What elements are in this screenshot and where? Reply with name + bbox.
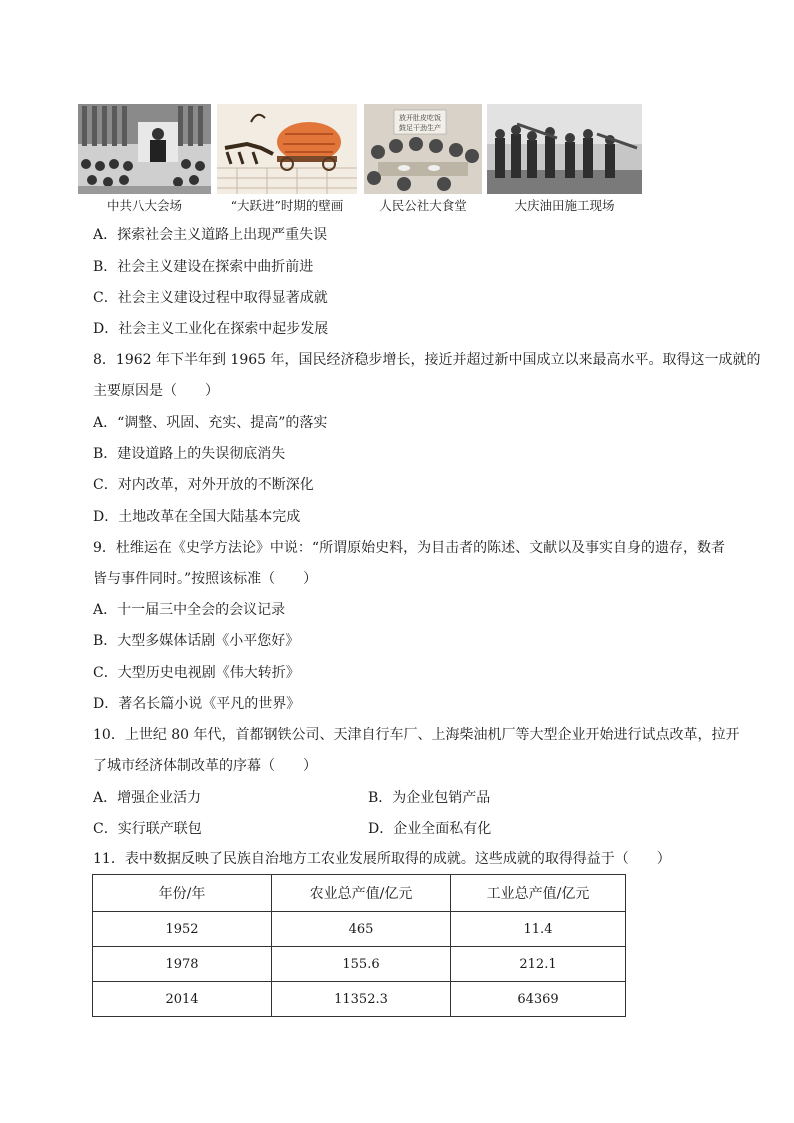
photo-strip — [78, 104, 642, 214]
q7-option-c: C．社会主义建设过程中取得显著成就 — [93, 290, 328, 306]
photo-oilfield — [487, 104, 642, 213]
table-row — [93, 982, 626, 1017]
q9-option-c: C．大型历史电视剧《伟大转折》 — [93, 665, 300, 681]
table-cell-agriculture: 465 — [272, 912, 451, 947]
q7-option-a: A．探索社会主义道路上出现严重失误 — [93, 227, 328, 243]
canteen-photo-icon — [364, 104, 482, 194]
photo-caption: 中共八大会场 — [106, 198, 182, 213]
q9-stem-line2: 皆与事件同时。”按照该标准（ ） — [93, 571, 318, 587]
q10-stem-line1: 10．上世纪 80 年代，首都钢铁公司、天津自行车厂、上海柴油机厂等大型企业开始进行试点改革，拉开 — [93, 727, 740, 743]
photo-mural — [217, 104, 357, 213]
photo-caption: “大跃进”时期的壁画 — [230, 198, 344, 213]
q10-stem-line2: 了城市经济体制改革的序幕（ ） — [93, 758, 317, 774]
canteen-sign-line1: 放开肚皮吃饭 — [399, 114, 441, 122]
photo-caption: 人民公社大食堂 — [379, 198, 467, 213]
table-cell-agriculture: 155.6 — [272, 947, 451, 982]
q10-option-d: D．企业全面私有化 — [368, 821, 492, 837]
table-cell-industry: 11.4 — [451, 912, 626, 947]
table-cell-year: 2014 — [93, 982, 272, 1017]
q8-stem-line2: 主要原因是（ ） — [93, 383, 219, 399]
table-row — [93, 912, 626, 947]
mural-photo-icon — [217, 104, 357, 194]
table-cell-industry: 64369 — [451, 982, 626, 1017]
table-cell-agriculture: 11352.3 — [272, 982, 451, 1017]
table-header-agriculture: 农业总产值/亿元 — [272, 875, 451, 912]
canteen-sign-line2: 鼓足干劲生产 — [399, 124, 441, 132]
q8-option-a: A．“调整、巩固、充实、提高”的落实 — [93, 415, 328, 431]
q11-stem: 11．表中数据反映了民族自治地方工农业发展所取得的成就。这些成就的取得得益于（ ） — [93, 851, 671, 867]
photo-caption: 大庆油田施工现场 — [514, 198, 615, 213]
q10-option-b: B．为企业包销产品 — [368, 790, 491, 806]
table-cell-year: 1952 — [93, 912, 272, 947]
q8-option-b: B．建设道路上的失误彻底消失 — [93, 446, 286, 462]
photo-canteen — [364, 104, 482, 213]
table-header-row — [93, 875, 626, 912]
q10-option-c: C．实行联产联包 — [93, 821, 202, 837]
photo-party-congress — [78, 104, 211, 213]
q11-data-table — [92, 874, 626, 1017]
table-row — [93, 947, 626, 982]
q9-option-d: D．著名长篇小说《平凡的世界》 — [93, 696, 301, 712]
table-cell-industry: 212.1 — [451, 947, 626, 982]
q7-option-d: D．社会主义工业化在探索中起步发展 — [93, 321, 329, 337]
q9-option-a: A．十一届三中全会的会议记录 — [93, 602, 286, 618]
table-header-industry: 工业总产值/亿元 — [451, 875, 626, 912]
q8-option-d: D．土地改革在全国大陆基本完成 — [93, 509, 301, 525]
oilfield-photo-icon — [487, 104, 642, 194]
q9-option-b: B．大型多媒体话剧《小平您好》 — [93, 633, 300, 649]
meeting-photo-icon — [78, 104, 211, 194]
q7-option-b: B．社会主义建设在探索中曲折前进 — [93, 259, 314, 275]
q8-option-c: C．对内改革，对外开放的不断深化 — [93, 477, 314, 493]
q8-stem-line1: 8．1962 年下半年到 1965 年，国民经济稳步增长，接近并超过新中国成立以来最高水平。取得这一成就的 — [93, 352, 761, 368]
q9-stem-line1: 9．杜维运在《史学方法论》中说：“所谓原始史料，为目击者的陈述、文献以及事实自身的遗存，数者 — [93, 540, 726, 556]
q10-option-a: A．增强企业活力 — [93, 790, 202, 806]
table-cell-year: 1978 — [93, 947, 272, 982]
table-header-year: 年份/年 — [93, 875, 272, 912]
